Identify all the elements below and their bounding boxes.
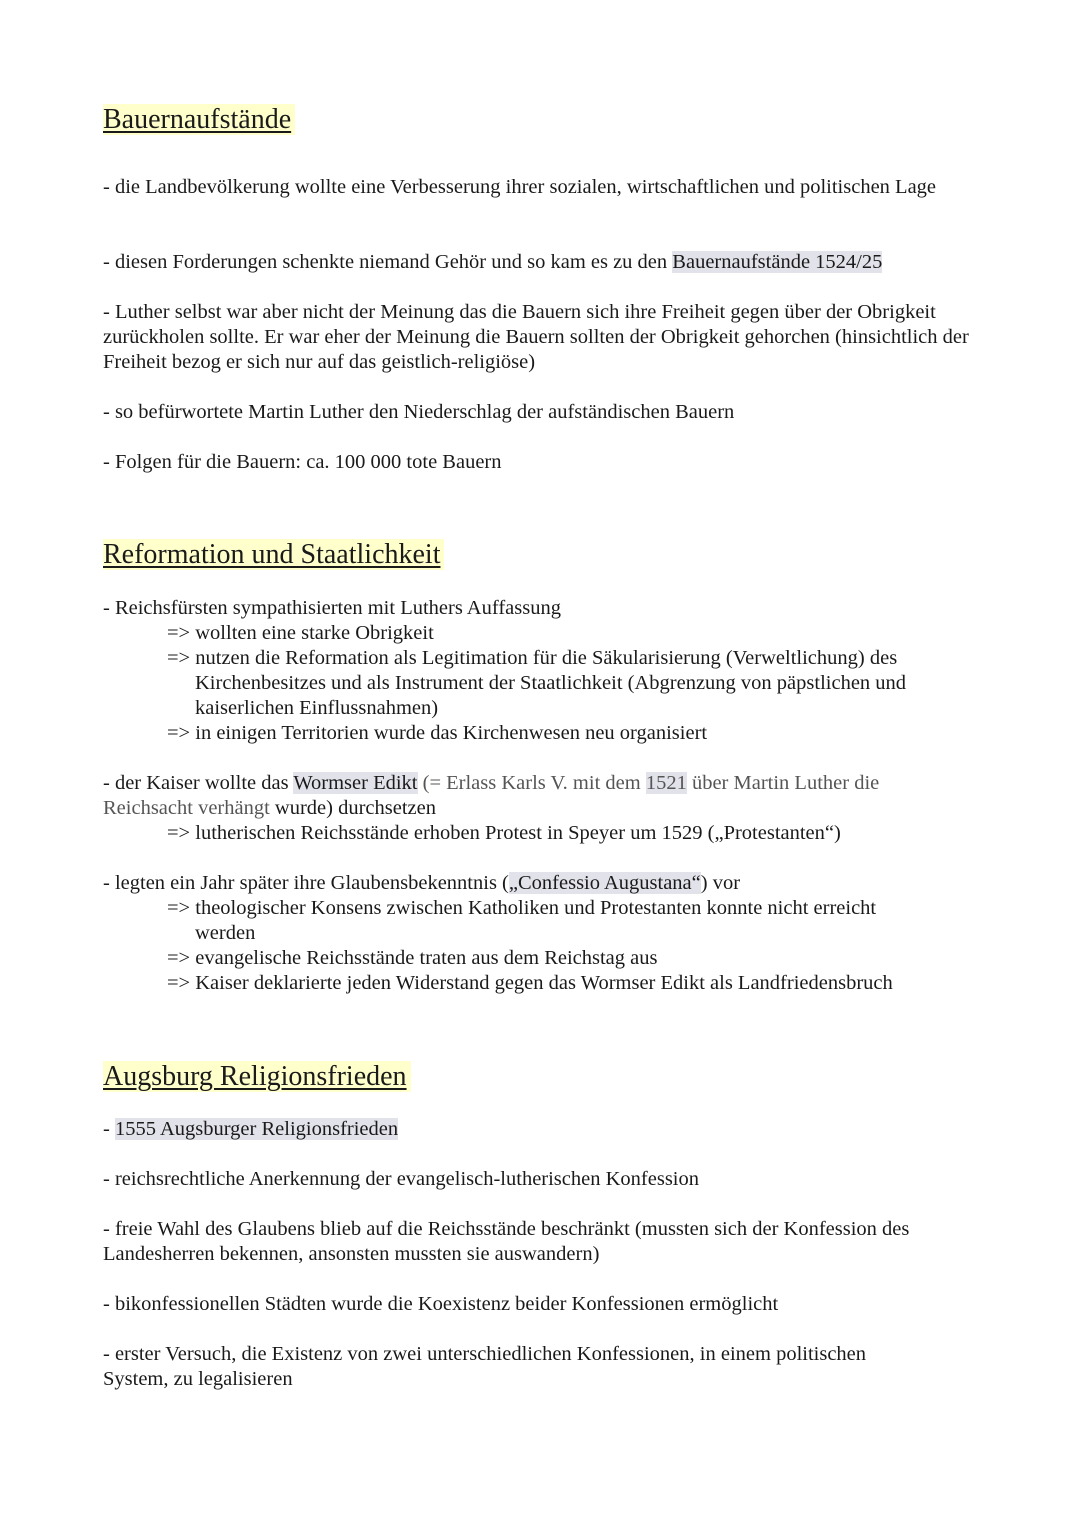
heading-text: Augsburg Religionsfrieden bbox=[103, 1061, 411, 1092]
heading-text: Reformation und Staatlichkeit bbox=[103, 539, 444, 570]
bullet-text: - der Kaiser wollte das bbox=[103, 772, 294, 794]
section-heading-augsburg bbox=[103, 1058, 411, 1096]
bullet-forderungen bbox=[103, 250, 983, 275]
sub-kirchenwesen: => in einigen Territorien wurde das Kirchenwesen neu organisiert bbox=[167, 722, 708, 744]
bullet-text-muted: über Martin Luther die bbox=[686, 772, 880, 794]
bullet-text: ) vor bbox=[700, 872, 741, 894]
sub-legitimation-cont-1: Kirchenbesitzes und als Instrument der Staatlichkeit (Abgrenzung von päpstlichen und bbox=[195, 672, 907, 694]
bullet-text-muted: (= Erlass Karls V. mit dem bbox=[417, 772, 646, 794]
bullet-niederschlag: - so befürwortete Martin Luther den Niederschlag der aufständischen Bauern bbox=[103, 401, 735, 423]
highlight-confessio-augustana: „Confessio Augustana“ bbox=[508, 872, 701, 894]
bullet-text: - diesen Forderungen schenkte niemand Gehör und so kam es zu den bbox=[103, 251, 673, 273]
bullet-glaubensbekenntnis bbox=[103, 871, 983, 896]
highlight-wormser-edikt: Wormser Edikt bbox=[293, 772, 418, 794]
sub-protest-speyer: => lutherischen Reichsstände erhoben Protest in Speyer um 1529 („Protestanten“) bbox=[167, 822, 841, 844]
bullet-text: - bbox=[103, 1118, 115, 1140]
bullet-text-muted: Reichsacht verhängt bbox=[103, 797, 270, 819]
bullet-wormser-edikt bbox=[103, 771, 983, 821]
bullet-luther-meinung: - Luther selbst war aber nicht der Meinung das die Bauern sich ihre Freiheit gegen über der Obrigkeit zurückholen sollte. Er war eher der Meinung die Bauern sollten der Obrigkeit gehorchen (hinsichtlich der Freiheit bezog er sich nur auf das geistlich-religiöse) bbox=[103, 301, 969, 373]
sub-legitimation: => nutzen die Reformation als Legitimation für die Säkularisierung (Verweltlichung) des bbox=[167, 647, 898, 669]
sub-konsens-cont: werden bbox=[195, 922, 256, 944]
bullet-landbevoelkerung: - die Landbevölkerung wollte eine Verbesserung ihrer sozialen, wirtschaftlichen und politischen Lage bbox=[103, 176, 937, 198]
sub-konsens: => theologischer Konsens zwischen Katholiken und Protestanten konnte nicht erreicht bbox=[167, 897, 877, 919]
bullet-folgen: - Folgen für die Bauern: ca. 100 000 tote Bauern bbox=[103, 451, 502, 473]
bullet-anerkennung: - reichsrechtliche Anerkennung der evangelisch-lutherischen Konfession bbox=[103, 1168, 699, 1190]
heading-text: Bauernaufstände bbox=[103, 104, 295, 135]
section-heading-reformation bbox=[103, 536, 444, 574]
bullet-bikonfessionell: - bikonfessionellen Städten wurde die Koexistenz beider Konfessionen ermöglicht bbox=[103, 1293, 779, 1315]
highlight-1555-religionsfrieden: 1555 Augsburger Religionsfrieden bbox=[114, 1118, 399, 1140]
section-heading-bauernaufstaende bbox=[103, 101, 295, 139]
bullet-reichsfuersten: - Reichsfürsten sympathisierten mit Luthers Auffassung bbox=[103, 597, 561, 619]
sub-landfriedensbruch: => Kaiser deklarierte jeden Widerstand gegen das Wormser Edikt als Landfriedensbruch bbox=[167, 972, 893, 994]
bullet-erster-versuch: - erster Versuch, die Existenz von zwei unterschiedlichen Konfessionen, in einem politischen System, zu legalisieren bbox=[103, 1343, 867, 1390]
bullet-text: - legten ein Jahr später ihre Glaubensbekenntnis ( bbox=[103, 872, 509, 894]
bullet-text: wurde) durchsetzen bbox=[269, 797, 436, 819]
highlight-bauernaufstaende-date: Bauernaufstände 1524/25 bbox=[672, 251, 883, 273]
bullet-freie-wahl: - freie Wahl des Glaubens blieb auf die Reichsstände beschränkt (mussten sich der Konfession des Landesherren bekennen, ansonsten mussten sie auswandern) bbox=[103, 1218, 910, 1265]
sub-legitimation-cont-2: kaiserlichen Einflussnahmen) bbox=[195, 697, 439, 719]
bullet-1555 bbox=[103, 1117, 983, 1142]
sub-obrigkeit: => wollten eine starke Obrigkeit bbox=[167, 622, 434, 644]
highlight-1521: 1521 bbox=[645, 772, 687, 794]
sub-reichstag: => evangelische Reichsstände traten aus dem Reichstag aus bbox=[167, 947, 658, 969]
